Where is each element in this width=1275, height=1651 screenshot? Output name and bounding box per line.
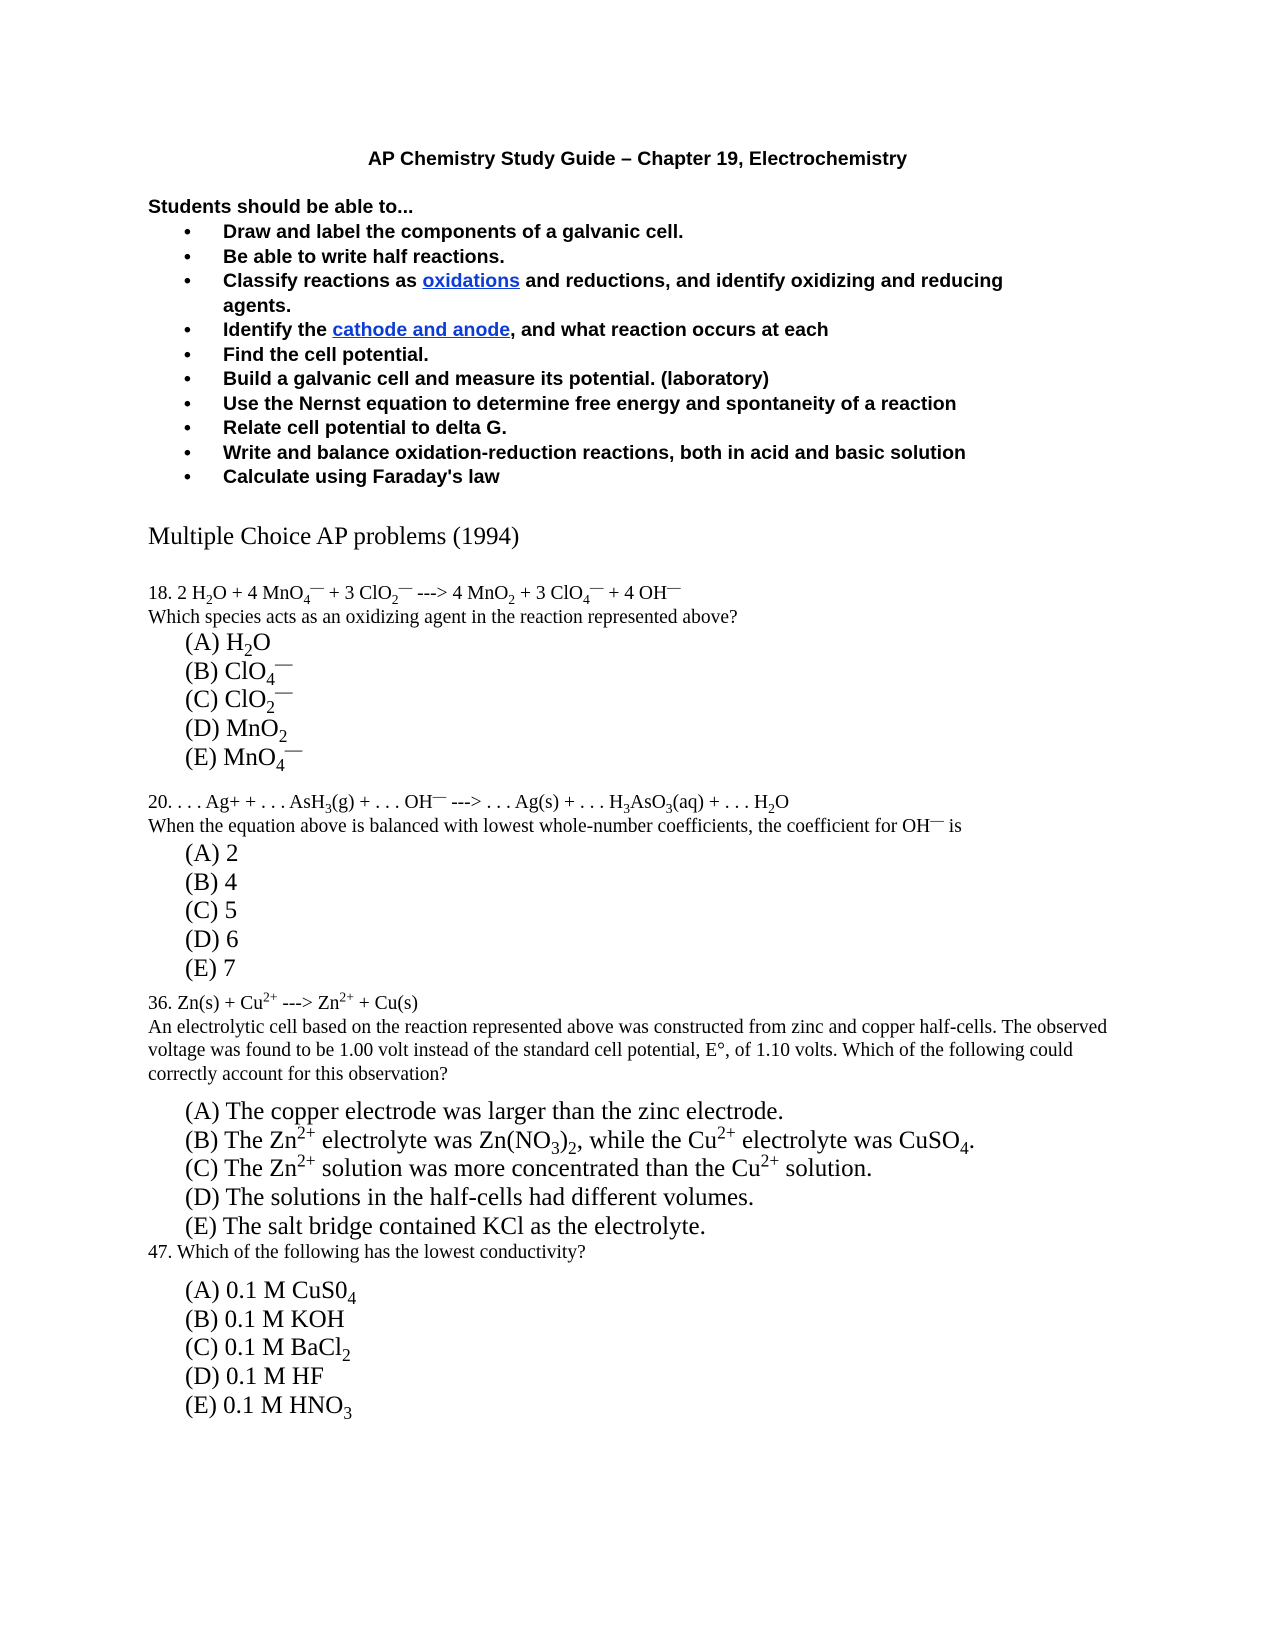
choice-b: (B) 0.1 M KOH [185,1305,345,1333]
list-item [148,318,1068,343]
choice-b: (B) 4 [185,868,238,896]
list-item-text: , and what reaction occurs at each [510,319,829,341]
question-20-prompt: When the equation above is balanced with lowest whole-number coefficients, the coefficient for OH— is [148,812,962,837]
choice-e: (E) 7 [185,954,236,982]
question-47 [148,1241,1108,1265]
objectives-heading: Students should be able to... [148,196,414,218]
bullet-icon: • [184,245,191,268]
choice-a: (A) The copper electrode was larger than the zinc electrode. [185,1098,784,1125]
list-item-text: Identify the [223,319,333,341]
question-18-equation: 18. 2 $H_2O + 4$ MnO$_4$— + 3 ClO$_2$— ---> 4 MnO$_2$ + 3 ClO$_4$— + 4 OH— [148,579,681,607]
choice-a: (A) 2 [185,840,239,867]
choice-d: (D) 6 [185,926,239,954]
bullet-icon: • [184,466,191,488]
bullet-icon: • [184,392,191,415]
question-20-choices [185,840,238,984]
choice-b: (B) The $Zn^{2+}$ electrolyte was $Zn(NO_3)_2$, while the $Cu^{2+}$ electrolyte was CuSO$_4$. [185,1122,975,1158]
list-item-text: Calculate using Faraday's law [223,466,500,488]
choice-d: (D) The solutions in the half-cells had different volumes. [185,1184,755,1212]
bullet-icon: • [184,417,191,439]
list-item-text: Be able to write half reactions. [223,245,505,268]
choice-d: (D) MnO$_2$ [185,715,288,747]
choice-b: (B) ClO$_4$— [185,653,293,689]
cathode-anode-link[interactable]: cathode and anode [332,319,511,341]
question-18 [148,579,1108,629]
list-item [148,441,1068,466]
bullet-icon: • [184,441,191,464]
question-47-prompt: 47. Which of the following has the lowest conductivity? [148,1242,586,1263]
choice-d: (D) 0.1 M HF [185,1363,324,1391]
list-item-text: and reductions, and identify oxidizing and reducing agents. [223,270,1004,317]
choice-e: (E) MnO$_4$— [185,739,303,775]
choice-e: (E) 0.1 M $HNO_3$ [185,1391,353,1423]
question-47-choices [185,1277,356,1421]
list-item [148,367,1068,392]
list-item [148,245,1068,270]
objectives-list [148,220,1068,490]
section-heading: Multiple Choice AP problems (1994) [148,523,520,550]
bullet-icon: • [184,221,191,243]
choice-a: (A) $H_2O$ [185,629,271,660]
oxidations-link[interactable]: oxidations [422,270,520,292]
question-20-equation: 20. . . . Ag+ + . . . AsH$_3$(g) + . . . OH— ---> . . . Ag(s) + . . . $H_3AsO_3(aq)$ + . . . $H_2O$ [148,788,790,816]
list-item [148,343,1068,368]
list-item [148,269,1068,318]
question-20 [148,788,1108,838]
list-item-text: Find the cell potential. [223,343,429,366]
list-item-text: Use the Nernst equation to determine free energy and spontaneity of a reaction [223,392,957,415]
list-item-text: Build a galvanic cell and measure its potential. (laboratory) [223,368,770,390]
list-item [148,220,1068,245]
list-item-text: Relate cell potential to delta G. [223,417,507,439]
question-36-choices [185,1098,975,1242]
choice-e: (E) The salt bridge contained KCl as the electrolyte. [185,1212,706,1240]
choice-c: (C) 0.1 M BaCl$_2$ [185,1334,351,1366]
bullet-icon: • [184,368,191,390]
question-36-equation: 36. $Zn(s) + Cu^{2+}$ ---> $Zn^{2+} + Cu(s)$ [148,989,419,1014]
list-item-text: Write and balance oxidation-reduction reactions, both in acid and basic solution [223,441,966,464]
choice-c: (C) The $Zn^{2+}$ solution was more concentrated than the $Cu^{2+}$ solution. [185,1151,873,1183]
list-item [148,392,1068,417]
bullet-icon: • [184,343,191,366]
question-36 [148,989,1108,1086]
question-18-prompt: Which species acts as an oxidizing agent in the reaction represented above? [148,606,738,628]
choice-a: (A) 0.1 M $CuS0_4$ [185,1277,357,1308]
question-18-choices [185,629,302,773]
list-item-text: Classify reactions as [223,270,423,292]
list-item [148,416,1068,441]
question-36-prompt: An electrolytic cell based on the reaction represented above was constructed from zinc and copper half-cells. The observed voltage was found to be 1.00 volt instead of the standard cell potential, E°, of 1.10 volts. Which of the following could correctly account for this observation? [148,1016,1108,1085]
choice-c: (C) ClO$_2$— [185,682,293,718]
choice-c: (C) 5 [185,897,238,925]
bullet-icon: • [184,270,191,292]
list-item [148,465,1068,490]
list-item-text: Draw and label the components of a galvanic cell. [223,221,684,243]
bullet-icon: • [184,319,191,341]
page-title: AP Chemistry Study Guide – Chapter 19, Electrochemistry [367,148,908,170]
